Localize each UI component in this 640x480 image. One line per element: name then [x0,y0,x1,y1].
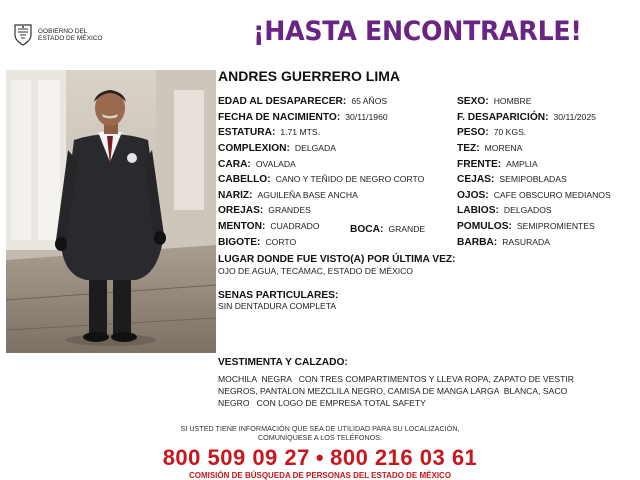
marks-label: SENAS PARTICULARES: [218,290,339,301]
field-orejas [218,204,311,217]
field-value: MORENA [484,143,523,153]
field-label: SEXO: [457,96,489,107]
field-value: 30/11/1960 [345,112,388,122]
field-label: CABELLO: [218,174,271,185]
field-label: EDAD AL DESAPARECER: [218,96,347,107]
field-label: COMPLEXION: [218,143,290,154]
phone-number-1: 800 509 09 27 [162,445,310,470]
field-label: FRENTE: [457,159,502,170]
government-logo [12,20,122,50]
person-photo [6,70,216,353]
clothing-line-1: MOCHILA NEGRA CON TRES COMPARTIMENTOS Y LLEVA ROPA, ZAPATO DE VESTIR [218,374,574,384]
phone-numbers [0,445,640,471]
field-label: ESTATURA: [218,127,276,138]
field-frente [457,158,538,171]
field-value: SEMIPOBLADAS [499,174,567,184]
field-label: MENTON: [218,221,266,232]
field-label: TEZ: [457,143,480,154]
field-boca [350,223,425,236]
field-barba [457,236,550,249]
clothing-label: VESTIMENTA Y CALZADO: [218,357,348,368]
field-value: OVALADA [255,159,296,169]
field-tez [457,142,522,155]
field-labios [457,204,552,217]
field-label: OREJAS: [218,205,264,216]
headline: ¡HASTA ENCONTRARLE! [253,16,582,47]
field-label: BIGOTE: [218,237,261,248]
field-value: GRANDES [268,205,311,215]
field-nariz [218,189,358,202]
field-value: 70 KGS. [493,127,527,137]
field-value: AMPLIA [506,159,538,169]
last-seen-value: OJO DE AGUA, TECÁMAC, ESTADO DE MÉXICO [218,266,413,276]
contact-note [0,425,640,442]
field-value: CORTO [265,237,297,247]
clothing-line-2: NEGROS, PANTALON MEZCLILA NEGRO, CAMISA DE MANGA LARGA BLANCA, SACO [218,386,568,396]
commission-name: COMISIÓN DE BÚSQUEDA DE PERSONAS DEL ESTADO DE MÉXICO [188,471,452,480]
field-value: HOMBRE [493,96,532,106]
contact-note-line-2: COMUNÍQUESE A LOS TELÉFONOS: [257,432,383,442]
logo-line-2: ESTADO DE MÉXICO [38,35,103,42]
field-label: F. DESAPARICIÓN: [457,112,549,123]
clothing-line-3: NEGRO CON LOGO DE EMPRESA TOTAL SAFETY [218,398,426,408]
field-label: OJOS: [457,190,489,201]
field-cabello [218,173,424,186]
field-value: CANO Y TEÑIDO DE NEGRO CORTO [275,174,425,184]
field-label: BOCA: [350,224,384,235]
field-label: CEJAS: [457,174,495,185]
field-value: 1.71 MTS. [280,127,320,137]
field-value: AGUILEÑA BASE ANCHA [257,190,358,200]
field-menton [218,220,320,233]
field-ojos [457,189,611,202]
field-value: CUADRADO [270,221,320,231]
field-value: GRANDE [388,224,426,234]
field-cejas [457,173,567,186]
field-pomulos [457,220,595,233]
field-value: CAFE OBSCURO MEDIANOS [493,190,611,200]
contact-note-line-1: SI USTED TIENE INFORMACIÓN QUE SEA DE UTILIDAD PARA SU LOCALIZACIÓN, [180,424,460,433]
field-label: POMULOS: [457,221,512,232]
field-label: NARIZ: [218,190,253,201]
field-peso [457,126,526,139]
field-cara [218,158,296,171]
state-seal-icon [12,23,34,47]
field-value: SEMIPROMIENTES [516,221,595,231]
field-bigote [218,236,296,249]
field-label: PESO: [457,127,489,138]
field-complexion [218,142,336,155]
field-sexo [457,95,531,108]
field-value: 65 AÑOS [351,96,388,106]
field-fecha-desaparicion [457,111,596,124]
phone-separator: • [315,445,325,470]
field-fecha-nacimiento [218,111,388,124]
last-seen-label: LUGAR DONDE FUE VISTO(A) POR ÚLTIMA VEZ: [218,254,456,265]
field-value: DELGADOS [503,205,552,215]
field-label: CARA: [218,159,251,170]
logo-line-1: GOBIERNO DEL [38,27,88,35]
field-label: FECHA DE NACIMIENTO: [218,112,341,123]
field-label: BARBA: [457,237,498,248]
field-value: 30/11/2025 [553,112,596,122]
marks-value: SIN DENTADURA COMPLETA [218,301,337,311]
field-value: DELGADA [294,143,336,153]
field-value: RASURADA [502,237,550,247]
government-logo-text [38,28,103,43]
field-edad [218,95,387,108]
phone-number-2: 800 216 03 61 [330,445,478,470]
person-name: ANDRES GUERRERO LIMA [218,68,401,84]
field-estatura [218,126,320,139]
field-label: LABIOS: [457,205,499,216]
